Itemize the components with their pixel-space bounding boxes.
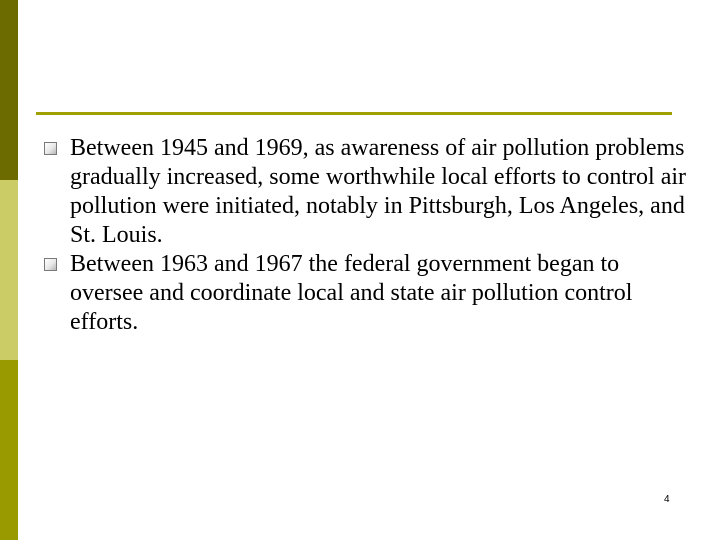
side-bar-top [0,0,18,180]
square-bullet-icon [44,258,57,271]
title-divider-rule [36,112,672,115]
bullet-list [44,134,694,337]
bullet-text: Between 1963 and 1967 the federal government began to oversee and coordinate local and state air pollution control efforts. [70,251,633,335]
side-bar-bottom [0,360,18,540]
bullet-text: Between 1945 and 1969, as awareness of air pollution problems gradually increased, some worthwhile local efforts to control air pollution were initiated, notably in Pittsburgh, Los Angeles, and St. Louis. [70,135,687,248]
side-bar-middle [0,180,18,360]
page-number: 4 [664,494,670,505]
bullet-item [44,250,694,337]
bullet-item [44,134,694,250]
square-bullet-icon [44,142,57,155]
